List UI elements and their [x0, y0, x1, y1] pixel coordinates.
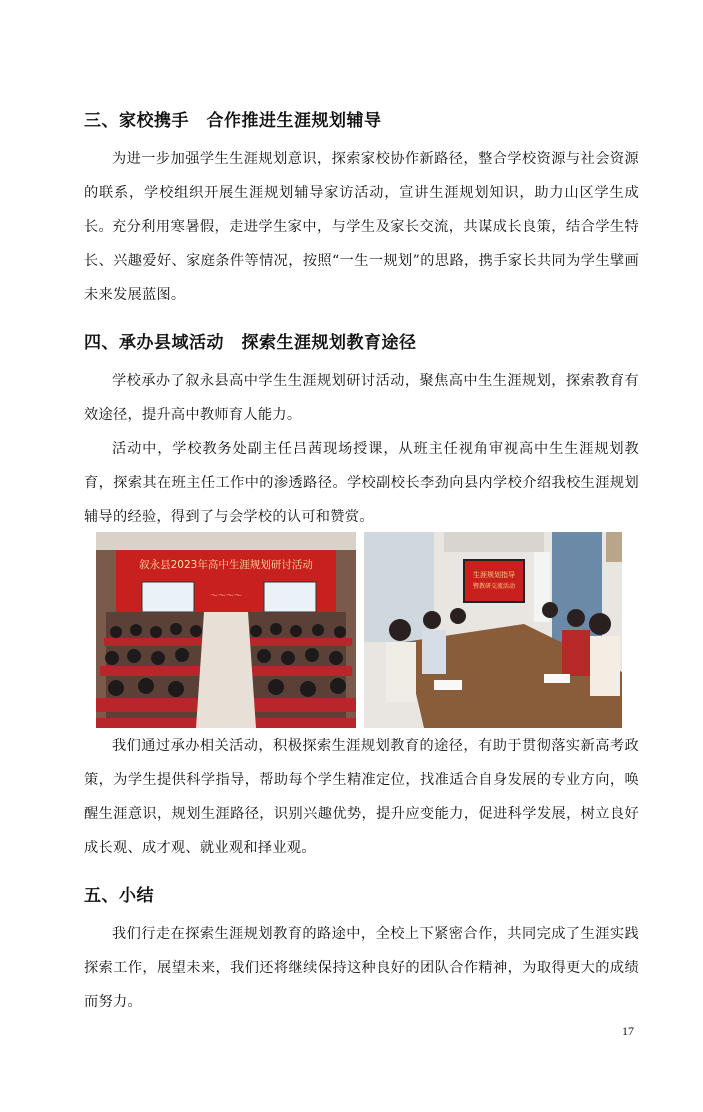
meeting-room-photo [364, 532, 622, 728]
section-4-paragraph-2: 活动中，学校教务处副主任吕茜现场授课，从班主任视角审视高中生生涯规划教育，探索其在班主任工作中的渗透路径。学校副校长李劲向县内学校介绍我校生涯规划辅导的经验，得到了与会学校的认可和赞赏。 [84, 441, 639, 525]
stage-banner-text: 叙永县2023年高中生涯规划研讨活动 [139, 559, 313, 571]
section-4-paragraph-1: 学校承办了叙永县高中学生生涯规划研讨活动，聚焦高中生生涯规划，探索教育有效途径，提升高中教师育人能力。 [84, 373, 639, 423]
section-heading-4: 四、承办县域活动 探索生涯规划教育途径 [84, 333, 417, 353]
photo-row [96, 532, 622, 728]
section-5-paragraph-1: 我们行走在探索生涯规划教育的路途中，全校上下紧密合作，共同完成了生涯实践探索工作，展望未来，我们还将继续保持这种良好的团队合作精神，为取得更大的成绩而努力。 [84, 926, 639, 1010]
meeting-screen-title: 生涯规划指导 [473, 571, 515, 579]
section-heading-5: 五、小结 [84, 886, 154, 906]
page-number: 17 [622, 1024, 634, 1038]
lecture-hall-photo [96, 532, 356, 728]
svg-text:〜〜〜〜: 〜〜〜〜 [210, 591, 242, 600]
section-4-paragraph-3: 我们通过承办相关活动，积极探索生涯规划教育的途径，有助于贯彻落实新高考政策，为学生提供科学指导，帮助每个学生精准定位，找准适合自身发展的专业方向，唤醒生涯意识，规划生涯路径，识别兴趣优势，提升应变能力，促进科学发展，树立良好成长观、成才观、就业观和择业观。 [84, 738, 639, 856]
meeting-screen-subtitle: 暨教研交流活动 [472, 583, 516, 590]
section-3-paragraph-2: 充分利用寒暑假，走进学生家中，与学生及家长交流，共谋成长良策，结合学生特长、兴趣爱好、家庭条件等情况，按照“一生一规划”的思路，携手家长共同为学生擘画未来发展蓝图。 [84, 219, 639, 303]
section-3-paragraph-1: 为进一步加强学生生涯规划意识，探索家校协作新路径，整合学校资源与社会资源的联系，学校组织开展生涯规划辅导家访活动，宣讲生涯规划知识，助力山区学生成长。 [84, 151, 639, 235]
section-heading-3: 三、家校携手 合作推进生涯规划辅导 [84, 111, 382, 131]
meeting-screen [464, 560, 524, 602]
